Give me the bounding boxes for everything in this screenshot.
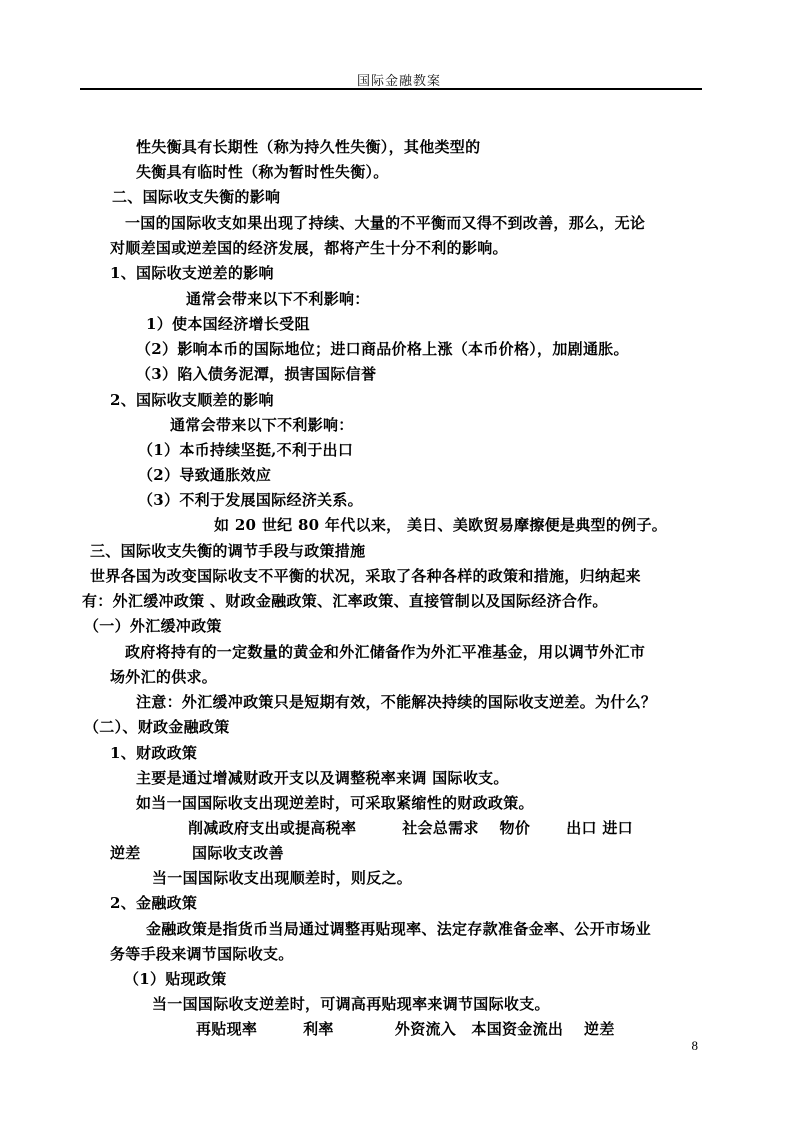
- section-heading: 三、国际收支失衡的调节手段与政策措施: [90, 542, 366, 560]
- body-line: 金融政策是指货币当局通过调整再贴现率、法定存款准备金率、公开市场业: [146, 920, 651, 938]
- body-line: 当一国国际收支出现顺差时，则反之。: [152, 869, 413, 887]
- note-line: 注意：外汇缓冲政策只是短期有效，不能解决持续的国际收支逆差。为什么？: [136, 693, 657, 711]
- list-item: （3）陷入债务泥潭，损害国际信誉: [136, 365, 377, 383]
- page-number: 8: [691, 1038, 698, 1053]
- subsection-heading: （一）外汇缓冲政策: [84, 617, 222, 635]
- running-header-title: 国际金融教案: [356, 74, 441, 89]
- body-line: 一国的国际收支如果出现了持续、大量的不平衡而又得不到改善，那么，无论: [125, 214, 646, 232]
- body-line: 性失衡具有长期性（称为持久性失衡），其他类型的: [136, 138, 481, 156]
- body-line: 如当一国国际收支出现逆差时，可采取紧缩性的财政政策。: [136, 794, 534, 812]
- policy-chain-line: 削减政府支出或提高税率 社会总需求 物价 出口 进口: [188, 819, 633, 837]
- subsection-heading: 2、金融政策: [110, 894, 198, 912]
- body-line: 如 20 世纪 80 年代以来， 美日、美欧贸易摩擦便是典型的例子。: [214, 516, 668, 534]
- list-item: （2）导致通胀效应: [138, 466, 272, 484]
- body-line: 有：外汇缓冲政策 、财政金融政策、汇率政策、直接管制以及国际经济合作。: [82, 592, 608, 610]
- header-divider: [80, 88, 702, 90]
- body-line: 当一国国际收支逆差时，可调高再贴现率来调节国际收支。: [152, 995, 550, 1013]
- subsection-heading: （1）贴现政策: [124, 970, 227, 988]
- list-item: 1）使本国经济增长受阻: [146, 315, 310, 333]
- body-line: 通常会带来以下不利影响：: [170, 416, 354, 434]
- body-line: 通常会带来以下不利影响：: [186, 290, 370, 308]
- body-line: 世界各国为改变国际收支不平衡的状况，采取了各种各样的政策和措施，归纳起来: [90, 567, 641, 585]
- policy-chain-line: 再贴现率 利率 外资流入 本国资金流出 逆差: [196, 1020, 615, 1038]
- subsection-heading: 2、国际收支顺差的影响: [110, 391, 274, 409]
- list-item: （2）影响本币的国际地位；进口商品价格上涨（本币价格），加剧通胀。: [136, 340, 629, 358]
- subsection-heading: 1、财政政策: [110, 744, 198, 762]
- body-line: 场外汇的供求。: [110, 668, 218, 686]
- subsection-heading: 1、国际收支逆差的影响: [110, 264, 274, 282]
- subsection-heading: （二）、财政金融政策: [84, 718, 230, 736]
- policy-chain-line: 逆差 国际收支改善: [110, 844, 284, 862]
- body-line: 政府将持有的一定数量的黄金和外汇储备作为外汇平准基金，用以调节外汇市: [125, 643, 646, 661]
- section-heading: 二、国际收支失衡的影响: [112, 188, 281, 206]
- body-line: 主要是通过增减财政开支以及调整税率来调 国际收支。: [136, 769, 509, 787]
- list-item: （1）本币持续坚挺,不利于出口: [138, 441, 354, 459]
- body-line: 失衡具有临时性（称为暂时性失衡）。: [136, 163, 389, 181]
- body-line: 务等手段来调节国际收支。: [110, 945, 294, 963]
- list-item: （3）不利于发展国际经济关系。: [138, 491, 363, 509]
- body-line: 对顺差国或逆差国的经济发展，都将产生十分不利的影响。: [110, 239, 508, 257]
